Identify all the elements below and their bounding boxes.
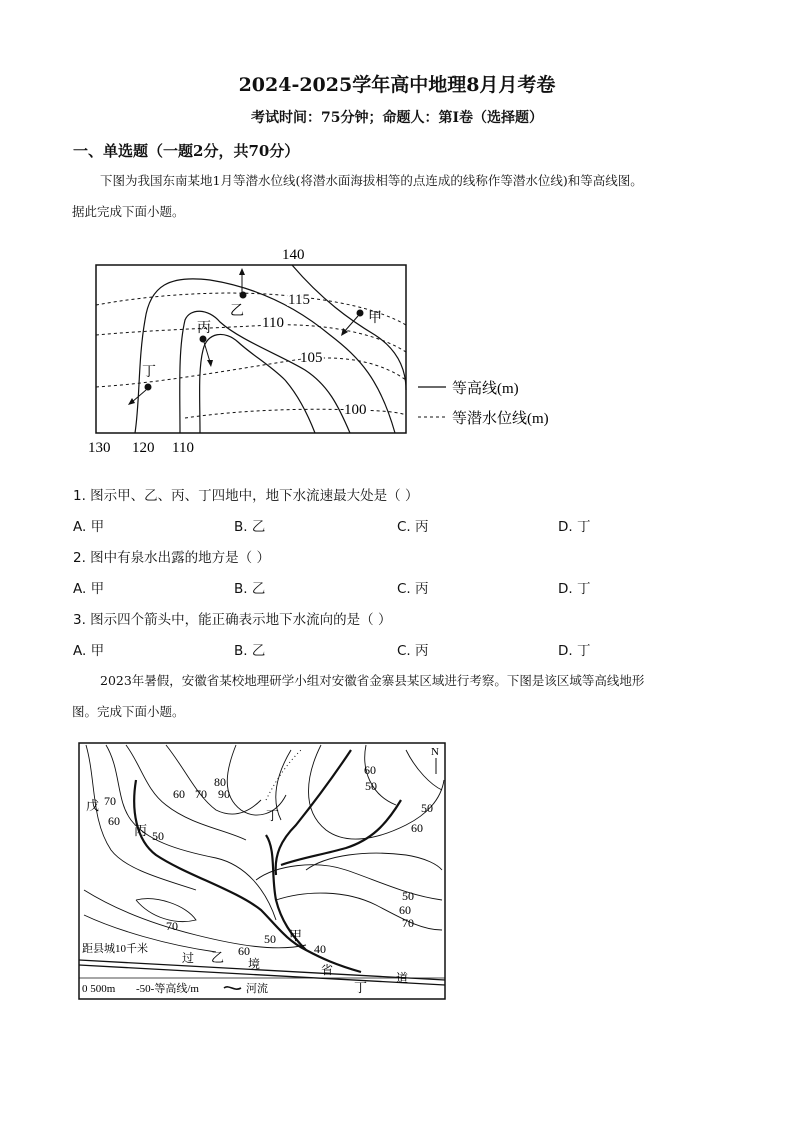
exam-info: 考试时间：75分钟；命题人：第I卷（选择题） <box>250 110 544 126</box>
svg-text:60: 60 <box>399 903 411 917</box>
intro2-line2: 图。完成下面小题。 <box>72 704 185 719</box>
svg-text:70: 70 <box>195 787 207 801</box>
point-ding <box>145 384 152 391</box>
q3-option-a[interactable]: A. 甲 <box>73 643 105 659</box>
question-2: 2. 图中有泉水出露的地方是（ ） <box>73 550 270 566</box>
page-title: 2024-2025学年高中地理8月月考卷 <box>238 74 556 96</box>
groundwater-contour-map <box>60 240 580 460</box>
distance-label: 距县城10千米 <box>82 943 148 955</box>
intro1-line1: 下图为我国东南某地1月等潜水位线(将潜水面海拔相等的点连成的线称作等潜水位线)和等高线图。 <box>100 173 643 188</box>
point-label-bing: 丙 <box>197 321 211 336</box>
svg-text:50: 50 <box>365 779 377 793</box>
section-heading: 一、单选题（一题2分，共70分） <box>73 142 300 160</box>
road-line-top <box>79 960 445 980</box>
arrow-head-ding <box>128 398 135 405</box>
point-label-jia: 甲 <box>368 311 382 326</box>
arrow-head-yi <box>239 268 245 275</box>
contour-110 <box>200 334 315 433</box>
q1-option-c[interactable]: C. 丙 <box>397 519 429 535</box>
svg-text:70: 70 <box>104 794 116 808</box>
arrow-bing <box>204 342 210 362</box>
svg-text:60: 60 <box>411 821 423 835</box>
road-line-bottom <box>79 965 445 985</box>
place-wu: 戊 <box>86 798 100 813</box>
q1-option-b[interactable]: B. 乙 <box>234 519 266 535</box>
water-label-100: 100 <box>344 402 367 418</box>
water-label-105: 105 <box>300 350 323 366</box>
question-1: 1. 图示甲、乙、丙、丁四地中，地下水流速最大处是（ ） <box>73 488 419 504</box>
legend-river-symbol <box>224 987 241 989</box>
water-label-110: 110 <box>262 315 284 331</box>
place-jia: 甲 <box>289 928 303 943</box>
svg-text:50: 50 <box>264 932 276 946</box>
legend-river: 河流 <box>246 983 268 995</box>
contour-lines <box>84 745 444 952</box>
q3-option-d[interactable]: D. 丁 <box>558 643 591 659</box>
svg-text:60: 60 <box>173 787 185 801</box>
intro1-line2: 据此完成下面小题。 <box>72 204 185 219</box>
river-branch-3 <box>281 800 401 865</box>
svg-text:50: 50 <box>152 829 164 843</box>
road-label-jing: 境 <box>248 957 261 971</box>
svg-text:40: 40 <box>314 942 326 956</box>
intro-paragraph-2 <box>72 665 722 727</box>
svg-text:50: 50 <box>421 801 433 815</box>
cliff-mark <box>266 750 301 800</box>
point-label-ding: 丁 <box>142 365 156 380</box>
road-label-guo: 过 <box>182 951 195 965</box>
point-label-yi: 乙 <box>230 304 244 319</box>
point-bing <box>200 336 207 343</box>
question-3: 3. 图示四个箭头中，能正确表示地下水流向的是（ ） <box>73 612 392 628</box>
map2-frame <box>79 743 445 999</box>
svg-text:80: 80 <box>214 775 226 789</box>
q1-option-a[interactable]: A. 甲 <box>73 519 105 535</box>
svg-text:60: 60 <box>108 814 120 828</box>
q2-option-a[interactable]: A. 甲 <box>73 581 105 597</box>
water-label-115: 115 <box>288 292 310 308</box>
contour-label-120: 120 <box>132 440 155 456</box>
terrain-contour-map <box>76 740 448 1002</box>
svg-text:60: 60 <box>364 763 376 777</box>
north-label: N <box>431 746 439 758</box>
water-line-115 <box>96 293 406 325</box>
q1-option-d[interactable]: D. 丁 <box>558 519 591 535</box>
label-140: 140 <box>282 247 305 263</box>
road-label-sheng: 省 <box>321 963 334 977</box>
legend-contour-2: -50-等高线/m <box>136 983 199 995</box>
point-jia <box>357 310 364 317</box>
intro2-line1: 2023年暑假，安徽省某校地理研学小组对安徽省金寨县某区域进行考察。下图是该区域等高线地形 <box>100 673 645 688</box>
svg-text:70: 70 <box>402 916 414 930</box>
svg-text:90: 90 <box>218 787 230 801</box>
contour-140 <box>292 265 406 390</box>
scale-label: 0 500m <box>82 983 116 995</box>
svg-text:70: 70 <box>166 919 178 933</box>
svg-text:50: 50 <box>402 889 414 903</box>
legend-water: 等潜水位线(m) <box>452 411 549 427</box>
svg-text:60: 60 <box>238 944 250 958</box>
arrow-head-bing <box>207 360 213 367</box>
road-label-dao: 道 <box>396 971 409 985</box>
place-yi: 乙 <box>211 950 225 965</box>
contour-label-110: 110 <box>172 440 194 456</box>
intro-paragraph-1 <box>72 165 722 227</box>
q2-option-d[interactable]: D. 丁 <box>558 581 591 597</box>
q2-option-c[interactable]: C. 丙 <box>397 581 429 597</box>
q3-option-b[interactable]: B. 乙 <box>234 643 266 659</box>
water-line-100 <box>185 409 406 418</box>
place-ding-south: 丁 <box>354 980 368 995</box>
point-yi <box>240 292 247 299</box>
legend-contour: 等高线(m) <box>452 381 519 397</box>
q3-option-c[interactable]: C. 丙 <box>397 643 429 659</box>
contour-label-130: 130 <box>88 440 111 456</box>
q2-option-b[interactable]: B. 乙 <box>234 581 266 597</box>
place-ding-north: 丁 <box>266 808 280 823</box>
arrow-jia <box>344 316 358 332</box>
place-bing: 丙 <box>134 823 148 838</box>
